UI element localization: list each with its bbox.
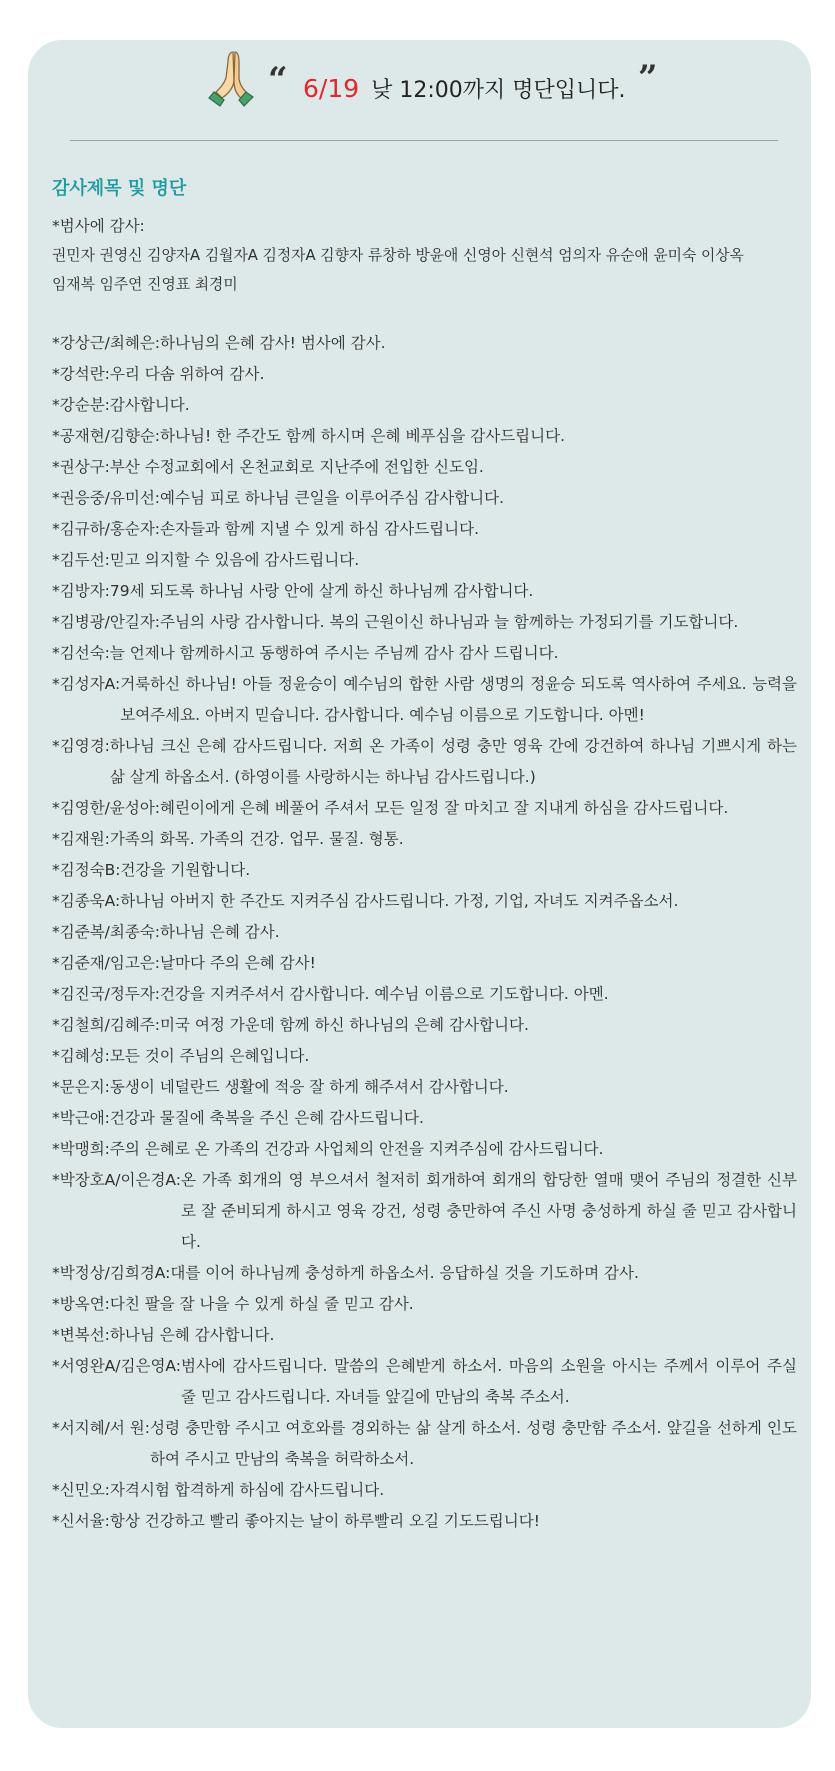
entry-name: *김성자A: bbox=[52, 675, 121, 693]
entry-name: *김영경: bbox=[52, 737, 110, 755]
entry-name: *신서율: bbox=[52, 1512, 110, 1530]
entry-text: 항상 건강하고 빨리 좋아지는 날이 하루빨리 오길 기도드립니다! bbox=[109, 1512, 540, 1530]
entry-name: *김재원: bbox=[52, 830, 110, 848]
entry-text: 다친 팔을 잘 나을 수 있게 하실 줄 믿고 감사. bbox=[109, 1295, 414, 1313]
prayer-entry bbox=[52, 1258, 797, 1289]
prayer-entry bbox=[52, 1165, 797, 1258]
prayer-entry bbox=[52, 886, 797, 917]
entry-text: 날마다 주의 은혜 감사! bbox=[160, 954, 316, 972]
entry-text: 하나님의 은혜 감사! 범사에 감사. bbox=[160, 334, 386, 352]
close-quote: ” bbox=[638, 58, 658, 98]
deadline-date: 6/19 bbox=[303, 74, 360, 103]
prayer-entry bbox=[52, 1134, 797, 1165]
prayer-entry bbox=[52, 1289, 797, 1320]
prayer-entry bbox=[52, 1413, 797, 1475]
entry-name: *김정숙B: bbox=[52, 861, 121, 879]
entry-name: *김두선: bbox=[52, 551, 110, 569]
entry-name: *김선숙: bbox=[52, 644, 110, 662]
entry-text: 대를 이어 하나님께 충성하게 하옵소서. 응답하실 것을 기도하며 감사. bbox=[170, 1264, 639, 1282]
entry-text: 가족의 화목. 가족의 건강. 업무. 물질. 형통. bbox=[109, 830, 404, 848]
prayer-entry bbox=[52, 390, 797, 421]
entry-name: *김혜성: bbox=[52, 1047, 110, 1065]
entry-name: *김진국/정두자: bbox=[52, 985, 161, 1003]
entry-text: 하나님 크신 은혜 감사드립니다. 저희 온 가족이 성령 충만 영육 간에 강건하여 하나님 기쁘시게 하는 삶 살게 하옵소서. (하영이를 사랑하시는 하나님 감사드립니다.) bbox=[109, 737, 797, 786]
entry-text: 온 가족 회개의 영 부으셔서 철저히 회개하여 회개의 합당한 열매 맺어 주님의 정결한 신부로 잘 준비되게 하시고 영육 강건, 성령 충만하여 주신 사명 충성하게 하실 줄 믿고 감사합니다. bbox=[180, 1171, 797, 1251]
prayer-entry bbox=[52, 607, 797, 638]
prayer-list-card bbox=[28, 40, 811, 1728]
prayer-entry bbox=[52, 421, 797, 452]
entry-text: 건강을 지켜주셔서 감사합니다. 예수님 이름으로 기도합니다. 아멘. bbox=[160, 985, 609, 1003]
entry-text: 하나님 아버지 한 주간도 지켜주심 감사드립니다. 가정, 기업, 자녀도 지켜주옵소서. bbox=[120, 892, 679, 910]
headline bbox=[303, 73, 626, 104]
entry-name: *강상근/최혜은: bbox=[52, 334, 161, 352]
entry-text: 하나님! 한 주간도 함께 하시며 은혜 베푸심을 감사드립니다. bbox=[160, 427, 566, 445]
spacer bbox=[52, 299, 797, 328]
entry-text: 건강을 기원합니다. bbox=[120, 861, 251, 879]
entry-name: *서영완A/김은영A: bbox=[52, 1357, 181, 1375]
entry-name: *김준재/임고은: bbox=[52, 954, 161, 972]
prayer-entry bbox=[52, 576, 797, 607]
entry-name: *서지혜/서 원: bbox=[52, 1419, 150, 1437]
entry-text: 건강과 물질에 축복을 주신 은혜 감사드립니다. bbox=[109, 1109, 424, 1127]
entry-name: *김철희/김혜주: bbox=[52, 1016, 161, 1034]
prayer-entry bbox=[52, 917, 797, 948]
prayer-entry bbox=[52, 824, 797, 855]
prayer-entry bbox=[52, 452, 797, 483]
entry-name: *김규하/홍순자: bbox=[52, 520, 161, 538]
prayer-entry bbox=[52, 1041, 797, 1072]
prayer-entry bbox=[52, 359, 797, 390]
open-quote: “ bbox=[268, 60, 288, 100]
entry-name: *강석란: bbox=[52, 365, 110, 383]
prayer-entry bbox=[52, 669, 797, 731]
prayer-entry bbox=[52, 731, 797, 793]
entry-name: *변복선: bbox=[52, 1326, 110, 1344]
prayer-entry bbox=[52, 1010, 797, 1041]
entry-name: *강순분: bbox=[52, 396, 110, 414]
entry-name: *박근애: bbox=[52, 1109, 110, 1127]
prayer-entry bbox=[52, 1475, 797, 1506]
entry-name: *문은지: bbox=[52, 1078, 110, 1096]
entry-text: 하나님 은혜 감사. bbox=[160, 923, 280, 941]
entry-text: 예수님 피로 하나님 큰일을 이루어주심 감사합니다. bbox=[160, 489, 505, 507]
prayer-entry bbox=[52, 638, 797, 669]
entry-text: 모든 것이 주님의 은혜입니다. bbox=[109, 1047, 310, 1065]
entry-text: 동생이 네덜란드 생활에 적응 잘 하게 해주셔서 감사합니다. bbox=[109, 1078, 509, 1096]
entry-name: *신민오: bbox=[52, 1481, 110, 1499]
general-thanks-label: *범사에 감사: bbox=[52, 217, 145, 235]
entry-text: 감사합니다. bbox=[109, 396, 190, 414]
prayer-entry bbox=[52, 1072, 797, 1103]
prayer-entry bbox=[52, 1103, 797, 1134]
entry-name: *김영한/윤성아: bbox=[52, 799, 161, 817]
praying-hands-icon bbox=[206, 48, 256, 108]
divider bbox=[70, 140, 778, 141]
entry-name: *권응중/유미선: bbox=[52, 489, 161, 507]
entry-text: 주님의 사랑 감사합니다. 복의 근원이신 하나님과 늘 함께하는 가정되기를 기도합니다. bbox=[160, 613, 739, 631]
entry-name: *박맹희: bbox=[52, 1140, 110, 1158]
entry-text: 늘 언제나 함께하시고 동행하여 주시는 주님께 감사 감사 드립니다. bbox=[109, 644, 559, 662]
general-names-line-2: 임재복 임주연 진영표 최경미 bbox=[52, 276, 238, 293]
entry-text: 믿고 의지할 수 있음에 감사드립니다. bbox=[109, 551, 360, 569]
entry-name: *김준복/최종숙: bbox=[52, 923, 161, 941]
header bbox=[28, 40, 811, 140]
entry-name: *방옥연: bbox=[52, 1295, 110, 1313]
entry-text: 범사에 감사드립니다. 말씀의 은혜받게 하소서. 마음의 소원을 아시는 주께서 이루어 주실 줄 믿고 감사드립니다. 자녀들 앞길에 만남의 축복 주소서. bbox=[180, 1357, 797, 1406]
section-title: 감사제목 및 명단 bbox=[52, 178, 187, 199]
entry-text: 주의 은혜로 온 가족의 건강과 사업체의 안전을 지켜주심에 감사드립니다. bbox=[109, 1140, 604, 1158]
prayer-entry bbox=[52, 1320, 797, 1351]
entry-name: *김종욱A: bbox=[52, 892, 121, 910]
prayer-entry bbox=[52, 328, 797, 359]
entry-text: 하나님 은혜 감사합니다. bbox=[109, 1326, 275, 1344]
prayer-content bbox=[52, 212, 797, 1537]
entry-text: 손자들과 함께 지낼 수 있게 하심 감사드립니다. bbox=[160, 520, 480, 538]
prayer-entry bbox=[52, 1351, 797, 1413]
prayer-entry bbox=[52, 545, 797, 576]
entry-name: *박정상/김희경A: bbox=[52, 1264, 171, 1282]
entry-text: 성령 충만함 주시고 여호와를 경외하는 삶 살게 하소서. 성령 충만함 주소서. 앞길을 선하게 인도하여 주시고 만남의 축복을 허락하소서. bbox=[150, 1419, 797, 1468]
entry-text: 거룩하신 하나님! 아들 정윤승이 예수님의 합한 사람 생명의 정윤승 되도록 역사하여 주세요. 능력을 보여주세요. 아버지 믿습니다. 감사합니다. 예수님 이름으로 기도합니다. 아멘! bbox=[120, 675, 797, 724]
entry-name: *박장호A/이은경A: bbox=[52, 1171, 181, 1189]
entry-text: 우리 다솜 위하여 감사. bbox=[109, 365, 265, 383]
prayer-entries bbox=[52, 328, 797, 1537]
deadline-text: 낮 12:00까지 명단입니다. bbox=[371, 78, 626, 103]
prayer-entry bbox=[52, 948, 797, 979]
entry-text: 자격시험 합격하게 하심에 감사드립니다. bbox=[109, 1481, 385, 1499]
prayer-entry bbox=[52, 979, 797, 1010]
prayer-entry bbox=[52, 1506, 797, 1537]
entry-name: *김방자: bbox=[52, 582, 110, 600]
prayer-entry bbox=[52, 483, 797, 514]
prayer-entry bbox=[52, 793, 797, 824]
general-names-line-1: 권민자 권영신 김양자A 김월자A 김정자A 김향자 류창하 방윤애 신영아 신현석 엄의자 유순애 윤미숙 이상옥 bbox=[52, 247, 744, 264]
entry-text: 혜린이에게 은혜 베풀어 주셔서 모든 일정 잘 마치고 잘 지내게 하심을 감사드립니다. bbox=[160, 799, 729, 817]
entry-name: *권상구: bbox=[52, 458, 110, 476]
entry-text: 부산 수정교회에서 온천교회로 지난주에 전입한 신도임. bbox=[109, 458, 484, 476]
entry-name: *공재현/김향순: bbox=[52, 427, 161, 445]
entry-text: 79세 되도록 하나님 사랑 안에 살게 하신 하나님께 감사합니다. bbox=[109, 582, 534, 600]
prayer-entry bbox=[52, 855, 797, 886]
entry-text: 미국 여정 가운데 함께 하신 하나님의 은혜 감사합니다. bbox=[160, 1016, 529, 1034]
prayer-entry bbox=[52, 514, 797, 545]
entry-name: *김병광/안길자: bbox=[52, 613, 161, 631]
